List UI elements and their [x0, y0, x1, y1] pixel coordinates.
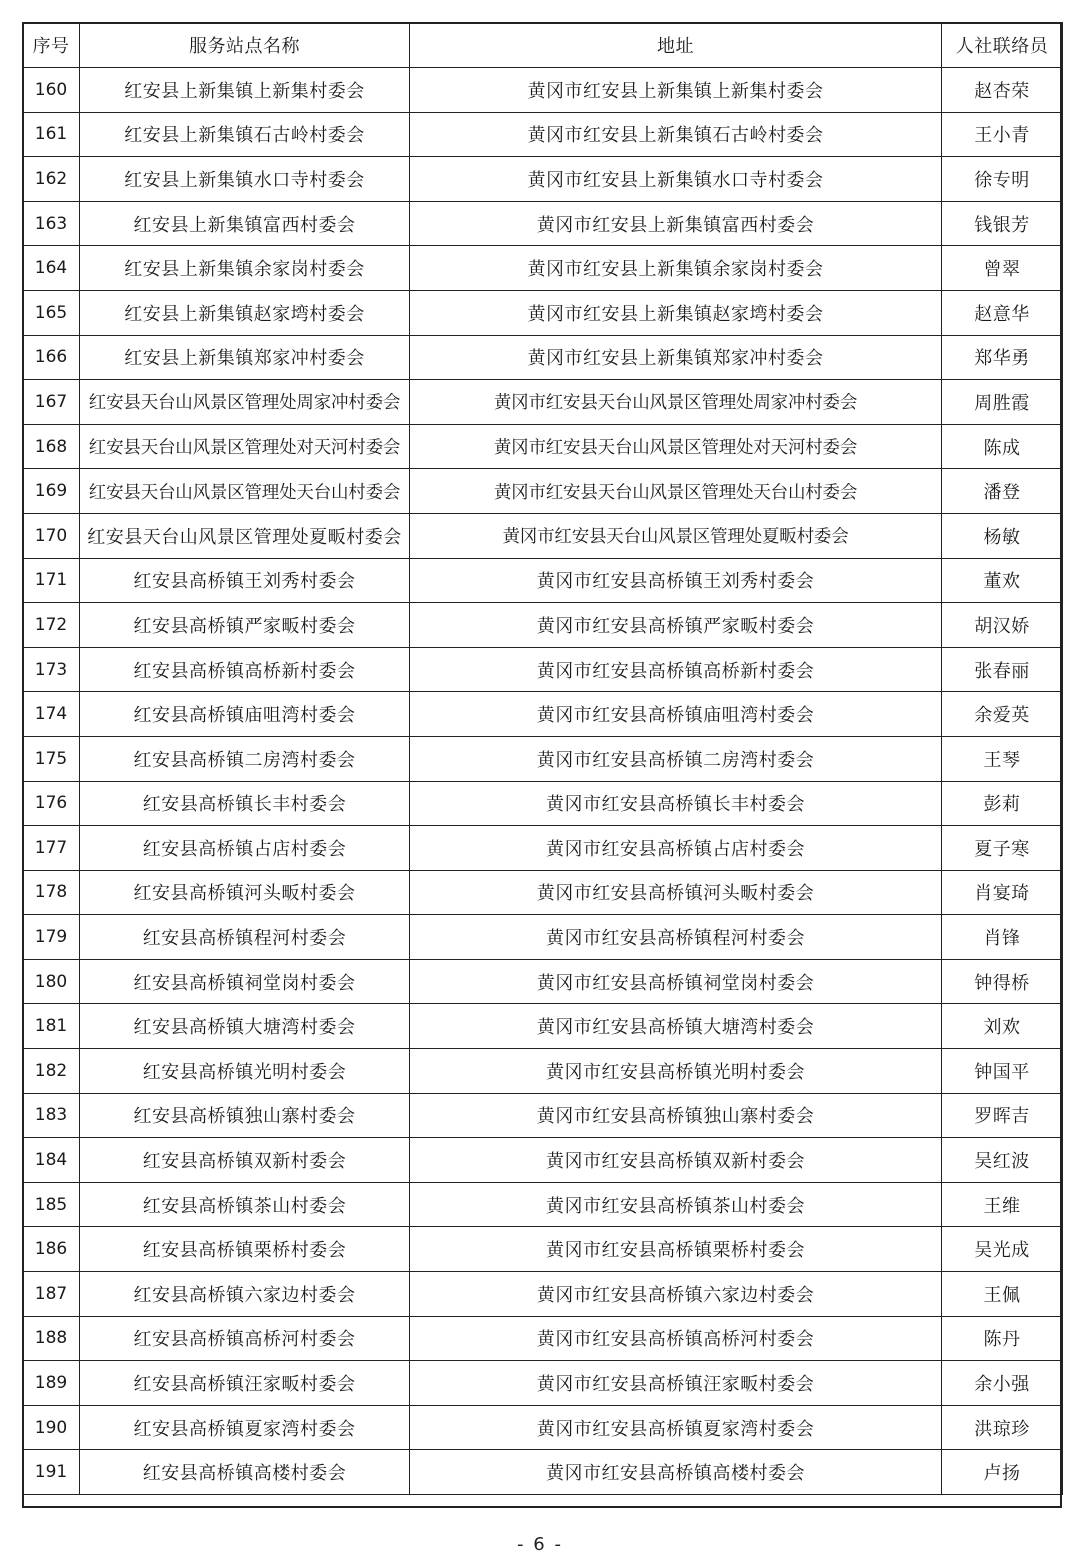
cell-contact: 胡汉娇	[942, 603, 1063, 648]
table-row	[23, 1138, 1063, 1183]
cell-seq: 160	[23, 68, 80, 113]
cell-contact: 钱银芳	[942, 201, 1063, 246]
cell-station-name: 红安县高桥镇六家边村委会	[80, 1272, 410, 1317]
table-row	[23, 1227, 1063, 1272]
cell-station-name: 红安县高桥镇高桥河村委会	[80, 1316, 410, 1361]
cell-address: 黄冈市红安县高桥镇高桥河村委会	[410, 1316, 942, 1361]
cell-address: 黄冈市红安县高桥镇祠堂岗村委会	[410, 959, 942, 1004]
cell-address: 黄冈市红安县高桥镇长丰村委会	[410, 781, 942, 826]
cell-station-name: 红安县上新集镇上新集村委会	[80, 68, 410, 113]
cell-address: 黄冈市红安县高桥镇汪家畈村委会	[410, 1361, 942, 1406]
header-seq: 序号	[23, 23, 80, 68]
cell-seq: 161	[23, 112, 80, 157]
cell-seq: 185	[23, 1182, 80, 1227]
cell-seq: 171	[23, 558, 80, 603]
cell-station-name: 红安县高桥镇光明村委会	[80, 1049, 410, 1094]
cell-contact: 陈成	[942, 424, 1063, 469]
cell-address: 黄冈市红安县上新集镇石古岭村委会	[410, 112, 942, 157]
cell-station-name: 红安县高桥镇独山寨村委会	[80, 1093, 410, 1138]
cell-station-name: 红安县上新集镇富西村委会	[80, 201, 410, 246]
table-row	[23, 826, 1063, 871]
cell-address: 黄冈市红安县上新集镇富西村委会	[410, 201, 942, 246]
cell-address: 黄冈市红安县天台山风景区管理处夏畈村委会	[410, 513, 942, 558]
cell-station-name: 红安县高桥镇茶山村委会	[80, 1182, 410, 1227]
cell-contact: 王琴	[942, 736, 1063, 781]
cell-seq: 184	[23, 1138, 80, 1183]
table-header	[23, 23, 1063, 68]
cell-address: 黄冈市红安县上新集镇郑家冲村委会	[410, 335, 942, 380]
cell-contact: 罗晖吉	[942, 1093, 1063, 1138]
cell-seq: 188	[23, 1316, 80, 1361]
table-row	[23, 157, 1063, 202]
cell-address: 黄冈市红安县高桥镇二房湾村委会	[410, 736, 942, 781]
cell-station-name: 红安县高桥镇双新村委会	[80, 1138, 410, 1183]
table-row	[23, 915, 1063, 960]
cell-station-name: 红安县上新集镇赵家塆村委会	[80, 290, 410, 335]
table-row	[23, 1272, 1063, 1317]
table-row	[23, 201, 1063, 246]
cell-contact: 赵意华	[942, 290, 1063, 335]
cell-station-name: 红安县高桥镇庙咀湾村委会	[80, 692, 410, 737]
cell-seq: 179	[23, 915, 80, 960]
cell-contact: 彭莉	[942, 781, 1063, 826]
cell-station-name: 红安县高桥镇栗桥村委会	[80, 1227, 410, 1272]
cell-contact: 肖宴琦	[942, 870, 1063, 915]
cell-address: 黄冈市红安县天台山风景区管理处周家冲村委会	[410, 380, 942, 425]
table-row	[23, 68, 1063, 113]
cell-contact: 余爱英	[942, 692, 1063, 737]
cell-seq: 172	[23, 603, 80, 648]
table-row	[23, 647, 1063, 692]
cell-station-name: 红安县高桥镇高楼村委会	[80, 1450, 410, 1495]
table-row	[23, 1450, 1063, 1495]
cell-seq: 183	[23, 1093, 80, 1138]
table-row	[23, 736, 1063, 781]
cell-station-name: 红安县高桥镇河头畈村委会	[80, 870, 410, 915]
cell-seq: 163	[23, 201, 80, 246]
cell-station-name: 红安县天台山风景区管理处周家冲村委会	[80, 380, 410, 425]
cell-address: 黄冈市红安县高桥镇夏家湾村委会	[410, 1405, 942, 1450]
table-row	[23, 112, 1063, 157]
cell-seq: 166	[23, 335, 80, 380]
table-row	[23, 781, 1063, 826]
table-row	[23, 1093, 1063, 1138]
cell-contact: 陈丹	[942, 1316, 1063, 1361]
cell-station-name: 红安县高桥镇大塘湾村委会	[80, 1004, 410, 1049]
cell-seq: 181	[23, 1004, 80, 1049]
cell-address: 黄冈市红安县高桥镇独山寨村委会	[410, 1093, 942, 1138]
cell-seq: 164	[23, 246, 80, 291]
header-address: 地址	[410, 23, 942, 68]
cell-station-name: 红安县天台山风景区管理处对天河村委会	[80, 424, 410, 469]
cell-seq: 175	[23, 736, 80, 781]
cell-address: 黄冈市红安县高桥镇双新村委会	[410, 1138, 942, 1183]
table-row	[23, 558, 1063, 603]
cell-station-name: 红安县高桥镇严家畈村委会	[80, 603, 410, 648]
cell-contact: 周胜霞	[942, 380, 1063, 425]
cell-address: 黄冈市红安县天台山风景区管理处天台山村委会	[410, 469, 942, 514]
cell-address: 黄冈市红安县高桥镇程河村委会	[410, 915, 942, 960]
table-row	[23, 1405, 1063, 1450]
cell-contact: 徐专明	[942, 157, 1063, 202]
table-row	[23, 380, 1063, 425]
cell-station-name: 红安县高桥镇夏家湾村委会	[80, 1405, 410, 1450]
cell-contact: 夏子寒	[942, 826, 1063, 871]
cell-seq: 186	[23, 1227, 80, 1272]
table-row	[23, 290, 1063, 335]
cell-station-name: 红安县天台山风景区管理处夏畈村委会	[80, 513, 410, 558]
cell-contact: 张春丽	[942, 647, 1063, 692]
cell-address: 黄冈市红安县高桥镇高桥新村委会	[410, 647, 942, 692]
cell-seq: 168	[23, 424, 80, 469]
table-row	[23, 1182, 1063, 1227]
cell-address: 黄冈市红安县高桥镇栗桥村委会	[410, 1227, 942, 1272]
cell-seq: 162	[23, 157, 80, 202]
table-row	[23, 424, 1063, 469]
cell-address: 黄冈市红安县高桥镇六家边村委会	[410, 1272, 942, 1317]
cell-station-name: 红安县高桥镇占店村委会	[80, 826, 410, 871]
cell-station-name: 红安县上新集镇郑家冲村委会	[80, 335, 410, 380]
cell-contact: 肖锋	[942, 915, 1063, 960]
header-contact: 人社联络员	[942, 23, 1063, 68]
table-row	[23, 469, 1063, 514]
cell-seq: 165	[23, 290, 80, 335]
cell-address: 黄冈市红安县高桥镇高楼村委会	[410, 1450, 942, 1495]
cell-address: 黄冈市红安县高桥镇王刘秀村委会	[410, 558, 942, 603]
cell-station-name: 红安县高桥镇程河村委会	[80, 915, 410, 960]
cell-station-name: 红安县高桥镇二房湾村委会	[80, 736, 410, 781]
cell-contact: 余小强	[942, 1361, 1063, 1406]
table-row	[23, 603, 1063, 648]
cell-station-name: 红安县上新集镇余家岗村委会	[80, 246, 410, 291]
cell-address: 黄冈市红安县高桥镇光明村委会	[410, 1049, 942, 1094]
cell-address: 黄冈市红安县高桥镇茶山村委会	[410, 1182, 942, 1227]
header-row	[23, 23, 1063, 68]
cell-contact: 王维	[942, 1182, 1063, 1227]
cell-seq: 191	[23, 1450, 80, 1495]
cell-contact: 洪琼珍	[942, 1405, 1063, 1450]
table-row	[23, 1049, 1063, 1094]
cell-contact: 赵杏荣	[942, 68, 1063, 113]
header-station-name: 服务站点名称	[80, 23, 410, 68]
cell-station-name: 红安县上新集镇水口寺村委会	[80, 157, 410, 202]
cell-seq: 169	[23, 469, 80, 514]
cell-seq: 187	[23, 1272, 80, 1317]
page-number: - 6 -	[517, 1534, 563, 1555]
cell-address: 黄冈市红安县高桥镇河头畈村委会	[410, 870, 942, 915]
table-row	[23, 513, 1063, 558]
cell-seq: 177	[23, 826, 80, 871]
cell-contact: 钟得桥	[942, 959, 1063, 1004]
cell-contact: 曾翠	[942, 246, 1063, 291]
cell-contact: 杨敏	[942, 513, 1063, 558]
cell-seq: 190	[23, 1405, 80, 1450]
cell-station-name: 红安县天台山风景区管理处天台山村委会	[80, 469, 410, 514]
cell-station-name: 红安县高桥镇高桥新村委会	[80, 647, 410, 692]
table-row	[23, 870, 1063, 915]
cell-contact: 吴红波	[942, 1138, 1063, 1183]
cell-contact: 吴光成	[942, 1227, 1063, 1272]
cell-seq: 189	[23, 1361, 80, 1406]
table-row	[23, 692, 1063, 737]
cell-contact: 王小青	[942, 112, 1063, 157]
table-row	[23, 1361, 1063, 1406]
cell-contact: 卢扬	[942, 1450, 1063, 1495]
table-row	[23, 1004, 1063, 1049]
table-row	[23, 1316, 1063, 1361]
cell-seq: 182	[23, 1049, 80, 1094]
cell-station-name: 红安县高桥镇祠堂岗村委会	[80, 959, 410, 1004]
cell-seq: 180	[23, 959, 80, 1004]
cell-seq: 174	[23, 692, 80, 737]
cell-address: 黄冈市红安县上新集镇赵家塆村委会	[410, 290, 942, 335]
cell-seq: 173	[23, 647, 80, 692]
cell-contact: 王佩	[942, 1272, 1063, 1317]
cell-address: 黄冈市红安县上新集镇上新集村委会	[410, 68, 942, 113]
table-body	[23, 68, 1063, 1495]
cell-address: 黄冈市红安县上新集镇水口寺村委会	[410, 157, 942, 202]
cell-seq: 167	[23, 380, 80, 425]
table-row	[23, 959, 1063, 1004]
cell-contact: 董欢	[942, 558, 1063, 603]
cell-station-name: 红安县上新集镇石古岭村委会	[80, 112, 410, 157]
table-row	[23, 335, 1063, 380]
cell-station-name: 红安县高桥镇汪家畈村委会	[80, 1361, 410, 1406]
cell-station-name: 红安县高桥镇长丰村委会	[80, 781, 410, 826]
service-station-table	[22, 22, 1063, 1495]
table-row	[23, 246, 1063, 291]
cell-seq: 178	[23, 870, 80, 915]
cell-contact: 刘欢	[942, 1004, 1063, 1049]
cell-address: 黄冈市红安县高桥镇严家畈村委会	[410, 603, 942, 648]
cell-contact: 郑华勇	[942, 335, 1063, 380]
cell-contact: 潘登	[942, 469, 1063, 514]
cell-address: 黄冈市红安县高桥镇庙咀湾村委会	[410, 692, 942, 737]
cell-seq: 170	[23, 513, 80, 558]
cell-address: 黄冈市红安县高桥镇大塘湾村委会	[410, 1004, 942, 1049]
cell-address: 黄冈市红安县天台山风景区管理处对天河村委会	[410, 424, 942, 469]
cell-address: 黄冈市红安县上新集镇余家岗村委会	[410, 246, 942, 291]
cell-contact: 钟国平	[942, 1049, 1063, 1094]
cell-address: 黄冈市红安县高桥镇占店村委会	[410, 826, 942, 871]
cell-station-name: 红安县高桥镇王刘秀村委会	[80, 558, 410, 603]
cell-seq: 176	[23, 781, 80, 826]
